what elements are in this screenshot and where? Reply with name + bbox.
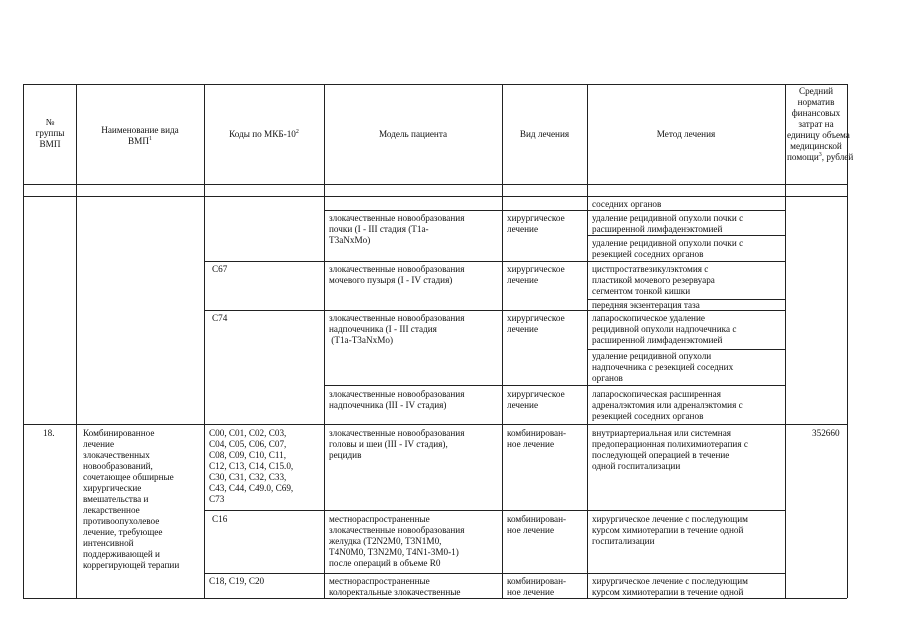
r2-treatment: хирургическое лечение <box>507 264 565 285</box>
col-line-0 <box>23 84 24 598</box>
group18-top-line <box>23 424 847 425</box>
r3-method-b: удаление рецидивной опухоли надпочечника с резекцией соседних органов <box>592 351 734 383</box>
r4-treatment: хирургическое лечение <box>507 389 565 410</box>
r0-method: соседних органов <box>592 199 662 209</box>
col-line-1 <box>76 84 77 598</box>
table-bottom-line <box>23 598 847 599</box>
r1-treatment: хирургическое лечение <box>507 213 565 234</box>
spacer-row-line <box>23 196 847 197</box>
r7-treatment: комбинирован- ное лечение <box>507 576 567 597</box>
header-group-number: № группы ВМП <box>35 117 65 149</box>
r5-icd-codes: C00, C01, C02, C03, C04, C05, C06, C07, C08, C09, C10, C11, C12, C13, C14, C15.0, C30, C31, C32, C33, C43, C44, C49.0, C69, C73 <box>209 428 294 504</box>
r7-patient-model: местнораспространенные колоректальные злокачественные <box>329 576 461 597</box>
r4-patient-model: злокачественные новообразования надпочечника (III - IV стадия) <box>329 389 465 410</box>
row-sep-1 <box>324 210 785 211</box>
r6-treatment: комбинирован- ное лечение <box>507 514 567 535</box>
col-line-4 <box>502 84 503 598</box>
r4-method: лапароскопическая расширенная адреналэктомия или адреналэктомия с резекцией соседних органов <box>592 389 743 421</box>
r1-method-a: удаление рецидивной опухоли почки с расширенной лимфаденэктомией <box>592 213 744 234</box>
r6-method: хирургическое лечение с последующим курсом химиотерапии в течение одной госпитализации <box>592 514 748 546</box>
group18-number: 18. <box>43 428 55 438</box>
header-bottom-line <box>23 184 847 185</box>
r5-treatment: комбинирован- ное лечение <box>507 428 567 449</box>
header-treatment-method: Метод лечения <box>656 129 716 139</box>
r6-patient-model: местнораспространенные злокачественные новообразования желудка (T2N2M0, T3N1M0, T4N0M0, T3N2M0, T4N1-3M0-1) после операций в объеме R0 <box>329 514 465 568</box>
r5-patient-model: злокачественные новообразования головы и шеи (III - IV стадия), рецидив <box>329 428 465 460</box>
method-sep-3 <box>587 349 785 350</box>
r1-patient-model: злокачественные новообразования почки (I - III стадия (T1a- T3aNxMo) <box>329 213 465 245</box>
header-average-cost: Средний норматив финансовых затрат на единицу объема медицинской помощи$^3$, рублей <box>787 86 854 162</box>
r3-icd-code: C74 <box>212 313 228 323</box>
method-sep-1 <box>587 235 785 236</box>
r2-method-a: цистпростатвезикулэктомия с пластикой мочевого резервуара сегментом тонкой кишки <box>592 264 715 296</box>
group18-vmp-name: Комбинированное лечение злокачественных новообразований, сочетающее обширные хирургические вмешательства и лекарственное противоопухолевое лечение, требующее интенсивной поддерживающей и коррегирующей терапии <box>83 428 180 570</box>
r2-patient-model: злокачественные новообразования мочевого пузыря (I - IV стадия) <box>329 264 465 285</box>
r3-patient-model: злокачественные новообразования надпочечника (I - III стадия (T1a-T3aNxMo) <box>329 313 465 345</box>
row-sep-5 <box>204 510 785 511</box>
row-sep-6 <box>204 573 785 574</box>
r5-method: внутриартериальная или системная предоперационная полихимиотерапия с последующей операцией в течение одной госпитализации <box>592 428 748 471</box>
col-line-3 <box>324 84 325 598</box>
row-sep-2 <box>204 261 785 262</box>
r7-method: хирургическое лечение с последующим курсом химиотерапии в течение одной <box>592 576 748 597</box>
r2-icd-code: C67 <box>212 264 228 274</box>
r1-method-b: удаление рецидивной опухоли почки с резекцией соседних органов <box>592 238 744 259</box>
col-line-6 <box>785 84 786 598</box>
header-vmp-name: Наименование вида ВМП$^1$ <box>101 125 179 146</box>
col-line-5 <box>587 84 588 598</box>
r2-method-b: передняя экзентерация таза <box>592 300 700 310</box>
table-top-border <box>23 84 847 85</box>
r3-method-a: лапароскопическое удаление рецидивной опухоли надпочечника с расширенной лимфаденэктомией <box>592 313 737 345</box>
r3-treatment: хирургическое лечение <box>507 313 565 334</box>
group18-average-cost: 352660 <box>812 428 840 438</box>
r6-icd-code: C16 <box>212 514 228 524</box>
header-treatment-type: Вид лечения <box>519 129 570 139</box>
header-patient-model: Модель пациента <box>378 129 448 139</box>
header-icd-codes: Коды по МКБ-$10^2$ <box>229 128 299 139</box>
r7-icd-codes: C18, C19, C20 <box>209 576 265 586</box>
row-sep-4 <box>324 385 785 386</box>
col-line-2 <box>204 84 205 598</box>
